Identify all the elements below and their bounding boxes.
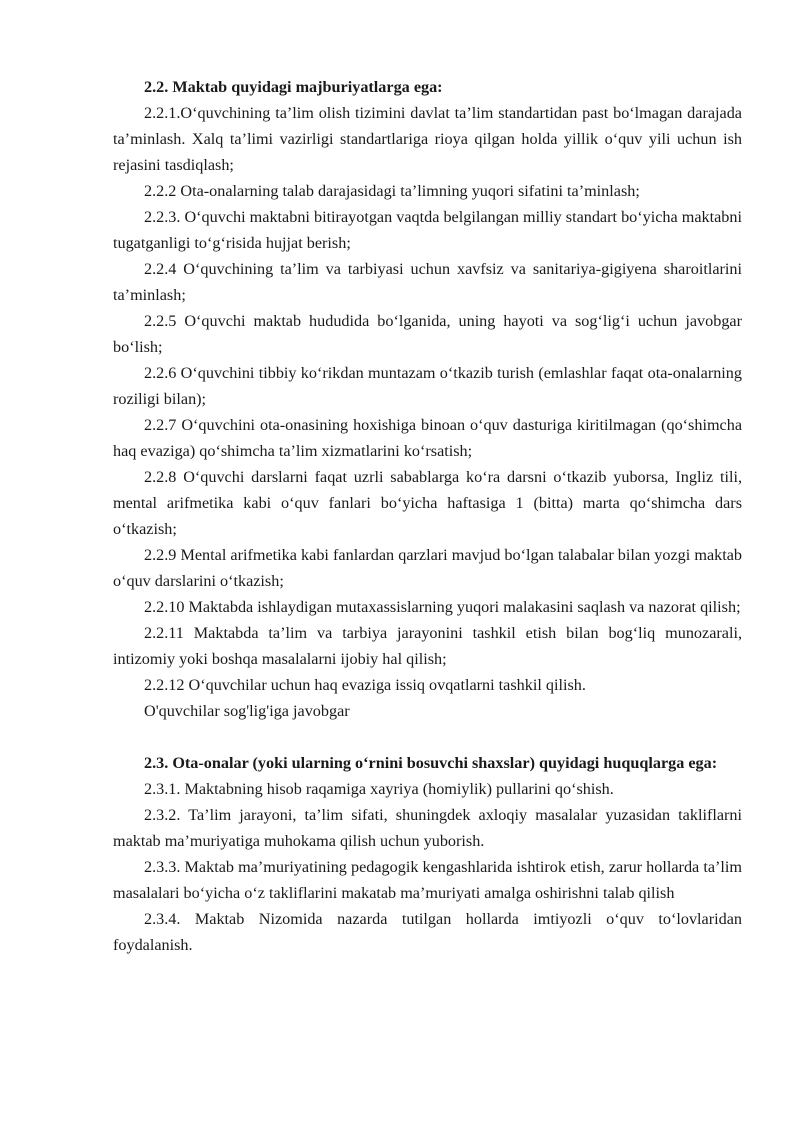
item-2-3-4: 2.3.4. Maktab Nizomida nazarda tutilgan hollarda imtiyozli o‘quv to‘lovlaridan foydalanish. <box>113 910 742 954</box>
section-heading-2-3: 2.3. Ota-onalar (yoki ularning o‘rnini bosuvchi shaxslar) quyidagi huquqlarga ega: <box>144 754 718 772</box>
item-2-3-2: 2.3.2. Ta’lim jarayoni, ta’lim sifati, shuningdek axloqiy masalalar yuzasidan takliflarni maktab ma’muriyatiga muhokama qilish uchun yuborish. <box>113 806 742 850</box>
item-2-2-5: 2.2.5 O‘quvchi maktab hududida bo‘lganida, uning hayoti va sog‘lig‘i uchun javobgar bo‘lish; <box>113 312 742 356</box>
item-2-2-12: 2.2.12 O‘quvchilar uchun haq evaziga issiq ovqatlarni tashkil qilish. <box>144 676 586 694</box>
item-2-2-2: 2.2.2 Ota-onalarning talab darajasidagi ta’limning yuqori sifatini ta’minlash; <box>144 182 640 200</box>
document-page <box>113 74 742 958</box>
item-2-2-9: 2.2.9 Mental arifmetika kabi fanlardan qarzlari mavjud bo‘lgan talabalar bilan yozgi maktab o‘quv darslarini o‘tkazish; <box>113 546 742 590</box>
item-2-2-6: 2.2.6 O‘quvchini tibbiy ko‘rikdan muntazam o‘tkazib turish (emlashlar faqat ota-onalarning roziligi bilan); <box>113 364 742 408</box>
item-2-2-10: 2.2.10 Maktabda ishlaydigan mutaxassislarning yuqori malakasini saqlash va nazorat qilish; <box>144 598 741 616</box>
item-2-3-3: 2.3.3. Maktab ma’muriyatining pedagogik kengashlarida ishtirok etish, zarur hollarda ta’lim masalalari bo‘yicha o‘z takliflarini makatab ma’muriyati amalga oshirishni talab qilish <box>113 858 742 902</box>
item-2-2-3: 2.2.3. O‘quvchi maktabni bitirayotgan vaqtda belgilangan milliy standart bo‘yicha maktabni tugatganligi to‘g‘risida hujjat berish; <box>113 208 742 252</box>
section-spacer <box>113 724 742 750</box>
item-2-2-note: O'quvchilar sog'lig'iga javobgar <box>144 702 350 720</box>
item-2-2-11: 2.2.11 Maktabda ta’lim va tarbiya jarayonini tashkil etish bilan bog‘liq munozarali, intizomiy yoki boshqa masalalarni ijobiy hal qilish; <box>113 624 742 668</box>
section-heading-2-2: 2.2. Maktab quyidagi majburiyatlarga ega: <box>144 78 443 96</box>
item-2-3-1: 2.3.1. Maktabning hisob raqamiga xayriya (homiylik) pullarini qo‘shish. <box>144 780 614 798</box>
item-2-2-4: 2.2.4 O‘quvchining ta’lim va tarbiyasi uchun xavfsiz va sanitariya-gigiyena sharoitlarini ta’minlash; <box>113 260 742 304</box>
item-2-2-1: 2.2.1.O‘quvchining ta’lim olish tizimini davlat ta’lim standartidan past bo‘lmagan darajada ta’minlash. Xalq ta’limi vazirligi standartlariga rioya qilgan holda yillik o‘quv yili uchun ish rejasini tasdiqlash; <box>113 104 742 174</box>
item-2-2-8: 2.2.8 O‘quvchi darslarni faqat uzrli sabablarga ko‘ra darsni o‘tkazib yuborsa, Ingliz tili, mental arifmetika kabi o‘quv fanlari bo‘yicha haftasiga 1 (bitta) marta qo‘shimcha dars o‘tkazish; <box>113 468 742 538</box>
item-2-2-7: 2.2.7 O‘quvchini ota-onasining hoxishiga binoan o‘quv dasturiga kiritilmagan (qo‘shimcha haq evaziga) qo‘shimcha ta’lim xizmatlarini ko‘rsatish; <box>113 416 742 460</box>
